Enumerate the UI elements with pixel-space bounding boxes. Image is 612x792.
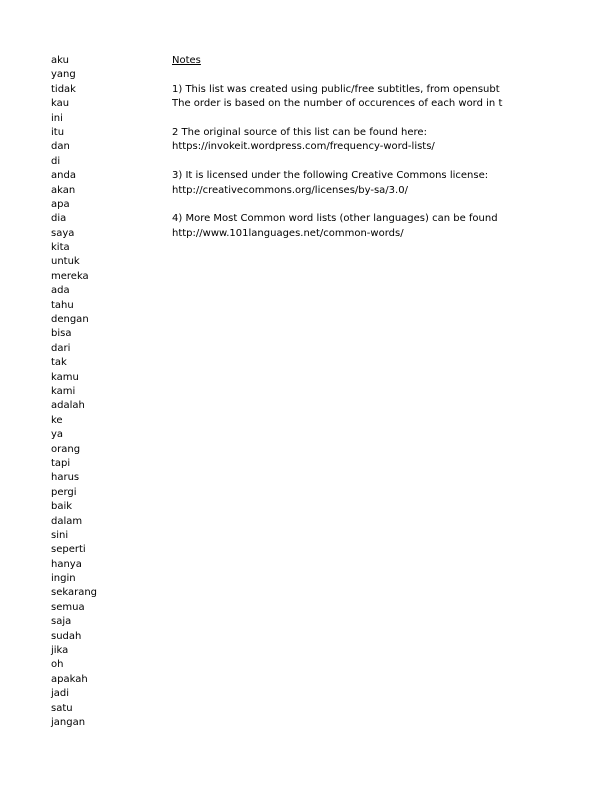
word-item: kamu xyxy=(51,371,79,383)
word-item: seperti xyxy=(51,544,86,556)
word-item: bisa xyxy=(51,328,72,340)
word-item: tak xyxy=(51,357,67,369)
word-item: pergi xyxy=(51,486,77,498)
word-item: satu xyxy=(51,702,73,714)
notes-heading: Notes xyxy=(172,55,201,66)
note-1-line-1: 1) This list was created using public/free subtitles, from opensubt xyxy=(172,83,500,95)
word-item: apa xyxy=(51,198,70,210)
word-item: untuk xyxy=(51,256,80,268)
word-list xyxy=(51,54,97,730)
word-item: oh xyxy=(51,659,64,671)
word-item: adalah xyxy=(51,400,85,412)
word-item: tapi xyxy=(51,457,71,469)
word-item: dalam xyxy=(51,515,83,527)
word-item: baik xyxy=(51,501,73,513)
word-item: kau xyxy=(51,98,70,110)
note-3-line-1: 3) It is licensed under the following Creative Commons license: xyxy=(172,170,489,182)
word-item: tidak xyxy=(51,83,76,95)
word-item: ada xyxy=(51,285,70,297)
word-item: yang xyxy=(51,69,76,81)
word-item: mereka xyxy=(51,270,89,282)
word-item: jangan xyxy=(51,716,86,728)
word-item: ingin xyxy=(51,573,76,585)
word-item: jika xyxy=(51,645,69,657)
word-item: saya xyxy=(51,227,75,239)
word-item: dari xyxy=(51,342,71,354)
notes-column xyxy=(172,54,532,241)
note-4-line-2: http://www.101languages.net/common-words/ xyxy=(172,227,404,239)
word-item: anda xyxy=(51,170,76,182)
word-item: kita xyxy=(51,242,70,254)
word-item: saja xyxy=(51,616,72,628)
note-2-line-1: 2 The original source of this list can be found here: xyxy=(172,126,427,138)
word-item: di xyxy=(51,155,61,167)
word-item: ya xyxy=(51,429,64,441)
word-item: kami xyxy=(51,385,76,397)
word-item: jadi xyxy=(51,688,70,700)
word-item: ke xyxy=(51,414,63,426)
word-item: akan xyxy=(51,184,76,196)
note-1-line-2: The order is based on the number of occurences of each word in t xyxy=(172,98,503,110)
word-item: itu xyxy=(51,126,65,138)
word-item: dia xyxy=(51,213,67,225)
word-item: dengan xyxy=(51,314,89,326)
word-item: dan xyxy=(51,141,70,153)
word-item: aku xyxy=(51,55,69,66)
word-item: ini xyxy=(51,112,63,124)
word-item: sudah xyxy=(51,630,82,642)
word-item: hanya xyxy=(51,558,82,570)
word-item: tahu xyxy=(51,299,74,311)
word-item: orang xyxy=(51,443,81,455)
note-4-line-1: 4) More Most Common word lists (other languages) can be found xyxy=(172,213,498,225)
word-item: semua xyxy=(51,601,85,613)
note-2-line-2: https://invokeit.wordpress.com/frequency-word-lists/ xyxy=(172,141,435,153)
note-3-line-2: http://creativecommons.org/licenses/by-sa/3.0/ xyxy=(172,184,408,196)
word-item: sini xyxy=(51,529,69,541)
word-item: harus xyxy=(51,472,80,484)
word-item: sekarang xyxy=(51,587,98,599)
word-item: apakah xyxy=(51,673,88,685)
